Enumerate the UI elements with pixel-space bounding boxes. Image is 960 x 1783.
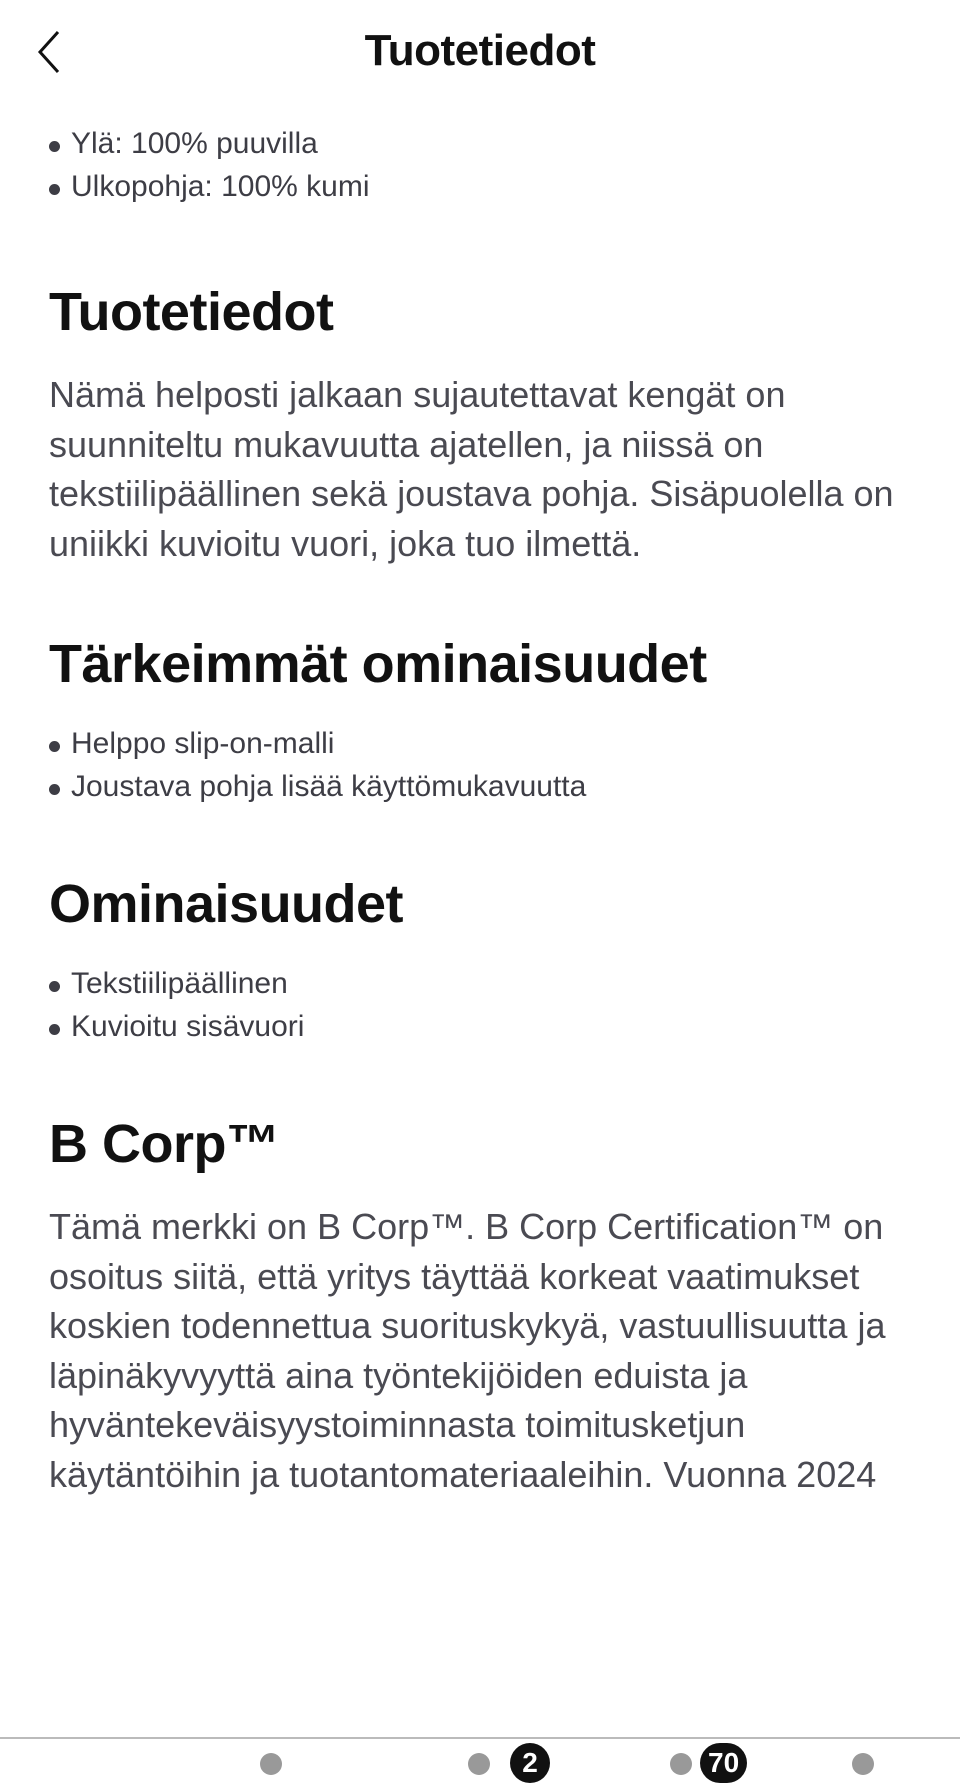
list-item: Tekstiilipäällinen	[49, 962, 929, 1005]
nav-cart-icon[interactable]	[468, 1753, 490, 1775]
favorites-badge: 70	[700, 1743, 747, 1783]
list-item: Joustava pohja lisää käyttömukavuutta	[49, 765, 929, 808]
list-item: Ulkopohja: 100% kumi	[49, 165, 929, 208]
list-item: Ylä: 100% puuvilla	[49, 122, 929, 165]
nav-favorites-icon[interactable]	[670, 1753, 692, 1775]
cart-badge: 2	[510, 1743, 550, 1783]
page-title: Tuotetiedot	[364, 26, 596, 75]
nav-home-icon[interactable]	[260, 1753, 282, 1775]
section-heading-features: Ominaisuudet	[49, 874, 404, 934]
bcorp-description: Tämä merkki on B Corp™. B Corp Certification™ on osoitus siitä, että yritys täyttää korkeat vaatimukset koskien todennettua suorituskykyä, vastuullisuutta ja läpinäkyvyyttä aina työntekijöiden eduista ja hyväntekeväisyystoiminnasta toimitusketjun käytäntöihin ja tuotantomateriaaleihin. Vuonna 2024	[49, 1206, 886, 1495]
list-item: Kuvioitu sisävuori	[49, 1005, 929, 1048]
nav-profile-icon[interactable]	[852, 1753, 874, 1775]
product-description: Nämä helposti jalkaan sujautettavat kengät on suunniteltu mukavuutta ajatellen, ja niissä on tekstiilipäällinen sekä joustava pohja. Sisäpuolella on uniikki kuvioitu vuori, joka tuo ilmettä.	[49, 374, 894, 564]
section-heading-product-info: Tuotetiedot	[49, 282, 334, 342]
materials-list	[49, 122, 929, 208]
features-list	[49, 962, 929, 1048]
top-bar	[0, 0, 960, 100]
section-heading-key-features: Tärkeimmät ominaisuudet	[49, 634, 707, 694]
list-item: Helppo slip-on-malli	[49, 722, 929, 765]
product-details	[49, 122, 929, 1499]
bottom-navigation	[0, 1737, 960, 1778]
section-heading-bcorp: B Corp™	[49, 1114, 280, 1174]
key-features-list	[49, 722, 929, 808]
